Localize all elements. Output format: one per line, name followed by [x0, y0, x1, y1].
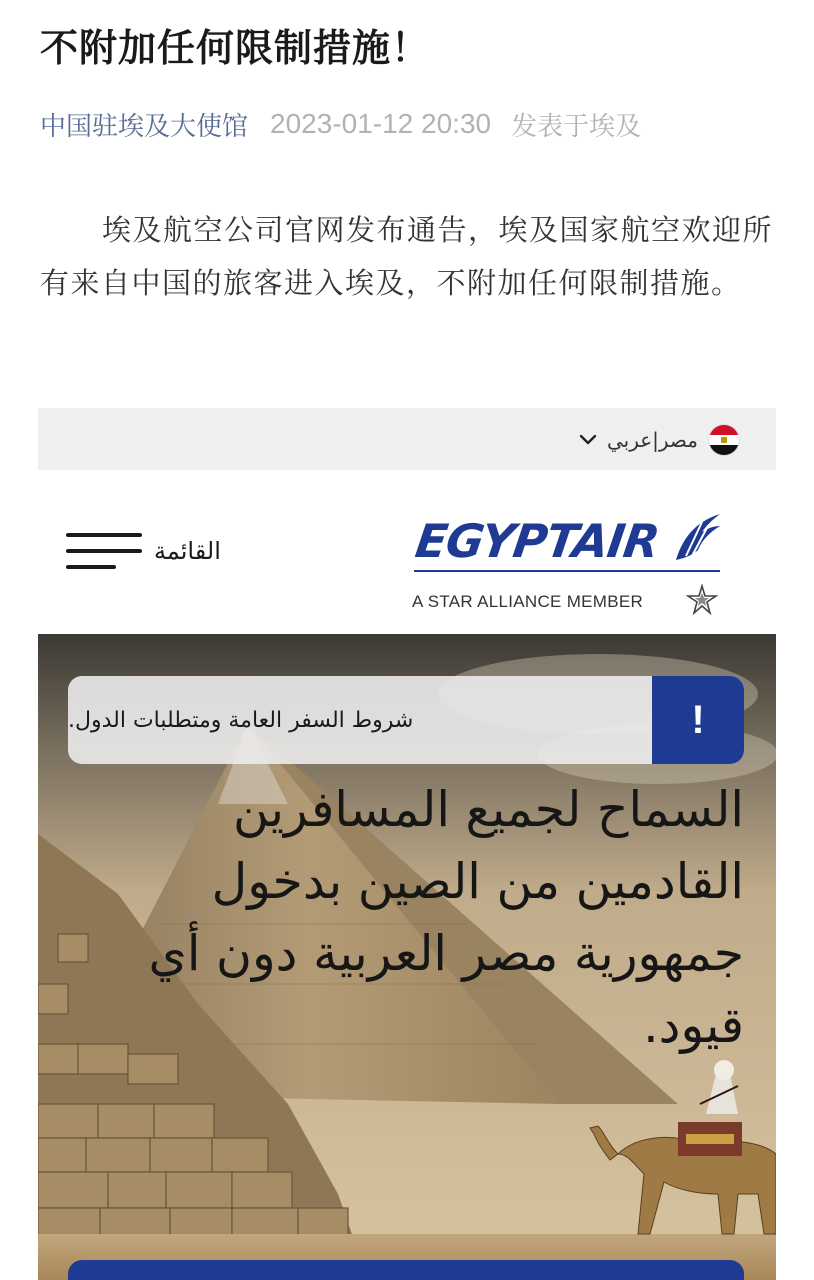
- language-label: مصر|عربي: [606, 428, 698, 452]
- alert-icon: !: [652, 676, 744, 764]
- logo-wordmark: EGYPTAIR: [412, 514, 663, 568]
- embedded-screenshot: [38, 408, 776, 1280]
- language-selector[interactable]: [579, 423, 740, 457]
- logo-wing-icon: [672, 510, 724, 564]
- chevron-down-icon: [579, 433, 597, 447]
- menu-label: القائمة: [154, 537, 221, 565]
- star-alliance-text: A STAR ALLIANCE MEMBER: [412, 592, 644, 611]
- travel-notice-bar[interactable]: [68, 676, 744, 764]
- hamburger-icon: [66, 531, 142, 571]
- hero-banner: [38, 634, 776, 1280]
- article-title: 不附加任何限制措施！: [40, 26, 431, 70]
- language-bar: [38, 408, 776, 470]
- article-meta: [40, 104, 641, 144]
- star-alliance-icon: [686, 584, 718, 616]
- bottom-cta-strip[interactable]: [68, 1260, 744, 1280]
- publish-location: 发表于埃及: [511, 111, 642, 142]
- egypt-flag-icon: [708, 424, 740, 456]
- publish-date: 2023-01-12 20:30: [270, 108, 492, 139]
- logo-underline: [414, 570, 720, 572]
- author-link[interactable]: 中国驻埃及大使馆: [40, 111, 249, 142]
- menu-button[interactable]: [66, 526, 221, 576]
- notice-text: شروط السفر العامة ومتطلبات الدول.: [68, 707, 414, 733]
- site-header: [38, 470, 776, 634]
- hero-headline: السماح لجميع المسافرين القادمين من الصين بدخول جمهورية مصر العربية دون أي قيود.: [148, 781, 744, 1054]
- egyptair-logo[interactable]: [410, 504, 730, 614]
- article-body: 埃及航空公司官网发布通告，埃及国家航空欢迎所有来自中国的旅客进入埃及，不附加任何限制措施。: [40, 213, 774, 300]
